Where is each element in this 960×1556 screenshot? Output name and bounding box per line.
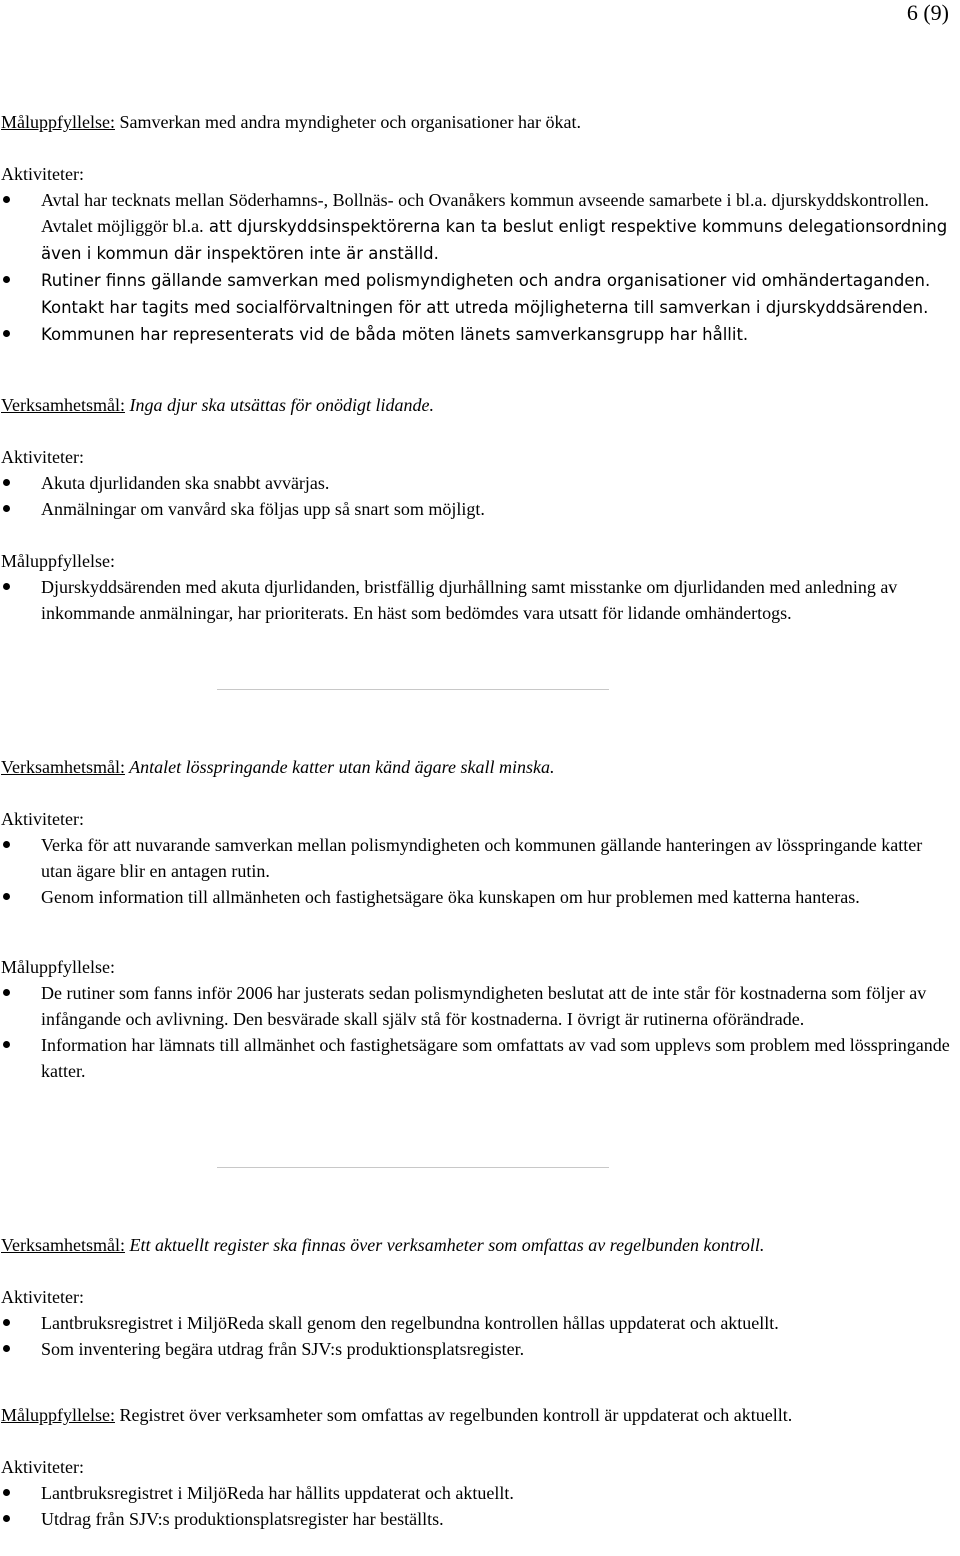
section-register-fulfillment: [1, 1402, 951, 1532]
list-item: [1, 321, 951, 348]
activities-label: Aktiviteter:: [1, 809, 84, 829]
heading-text: Registret över verksamheter som omfattas av regelbunden kontroll är uppdaterat och aktuellt.: [114, 1405, 793, 1425]
list-item: Lantbruksregistret i MiljöReda skall genom den regelbundna kontrollen hållas uppdaterat och aktuellt.: [1, 1310, 951, 1336]
page-number: 6 (9): [906, 0, 949, 25]
activities-list: [1, 1480, 951, 1532]
item-text: Avtal har tecknats mellan Söderhamns-, Bollnäs- och Ovanåkers kommun avseende samarbete i bl.a. djurskyddskontrollen. Avtalet möjliggör bl.a.: [41, 190, 929, 236]
list-item: [1, 267, 951, 321]
item-text: Kommunen har representerats vid de båda möten länets samverkansgrupp har hållit.: [41, 325, 749, 344]
section-heading: [1, 1232, 951, 1258]
list-item: [1, 187, 951, 267]
list-item: Akuta djurlidanden ska snabbt avvärjas.: [1, 470, 951, 496]
heading-lead: Måluppfyllelse:: [1, 1405, 115, 1425]
activities-label: Aktiviteter:: [1, 1457, 84, 1477]
item-text: Kontakt har tagits med socialförvaltningen för att utreda möjligheterna till samverkan i djurskyddsärenden.: [41, 298, 929, 317]
heading-lead: Verksamhetsmål:: [1, 757, 125, 777]
activities-list: [1, 832, 951, 910]
list-item: Anmälningar om vanvård ska följas upp så snart som möjligt.: [1, 496, 951, 522]
section-heading: [1, 754, 951, 780]
section-djurlidande: [1, 392, 951, 626]
list-item: De rutiner som fanns inför 2006 har justerats sedan polismyndigheten beslutat att de inte står för kostnaderna som följer av infångande och avlivning. Den besvärade skall själv stå för kostnaderna. I övrigt är rutinerna oförändrade.: [1, 980, 951, 1032]
fulfillment-label: Måluppfyllelse:: [1, 551, 115, 571]
heading-text: Inga djur ska utsättas för onödigt lidande.: [124, 395, 434, 415]
activities-label: Aktiviteter:: [1, 447, 84, 467]
list-item: Djurskyddsärenden med akuta djurlidanden, bristfällig djurhållning samt misstanke om djurlidanden med anledning av inkommande anmälningar, har prioriterats. En häst som bedömdes vara utsatt för lidande omhändertogs.: [1, 574, 951, 626]
section-register: [1, 1232, 951, 1362]
heading-text: Ett aktuellt register ska finnas över verksamheter som omfattas av regelbunden kontroll.: [124, 1235, 765, 1255]
section-samverkan: [1, 109, 951, 348]
section-katter: [1, 754, 951, 1084]
heading-text: Antalet lösspringande katter utan känd ägare skall minska.: [124, 757, 555, 777]
activities-list: [1, 1310, 951, 1362]
fulfillment-label: Måluppfyllelse:: [1, 957, 115, 977]
list-item: Utdrag från SJV:s produktionsplatsregister har beställts.: [1, 1506, 951, 1532]
list-item: Genom information till allmänheten och fastighetsägare öka kunskapen om hur problemen med katterna hanteras.: [1, 884, 951, 910]
section-heading: [1, 109, 951, 135]
activities-label: Aktiviteter:: [1, 1287, 84, 1307]
section-heading: [1, 1402, 951, 1428]
activities-label: Aktiviteter:: [1, 164, 84, 184]
divider: [217, 1167, 609, 1168]
divider: [217, 689, 609, 690]
list-item: Lantbruksregistret i MiljöReda har hållits uppdaterat och aktuellt.: [1, 1480, 951, 1506]
item-text: Rutiner finns gällande samverkan med polismyndigheten och andra organisationer vid omhändertaganden.: [41, 271, 931, 290]
heading-text: Samverkan med andra myndigheter och organisationer har ökat.: [114, 112, 581, 132]
fulfillment-list: [1, 574, 951, 626]
list-item: Information har lämnats till allmänhet och fastighetsägare som omfattats av vad som upplevs som problem med lösspringande katter.: [1, 1032, 951, 1084]
section-heading: [1, 392, 951, 418]
heading-lead: Verksamhetsmål:: [1, 1235, 125, 1255]
fulfillment-list: [1, 980, 951, 1084]
heading-lead: Verksamhetsmål:: [1, 395, 125, 415]
heading-lead: Måluppfyllelse:: [1, 112, 115, 132]
list-item: Verka för att nuvarande samverkan mellan polismyndigheten och kommunen gällande hanteringen av lösspringande katter utan ägare blir en antagen rutin.: [1, 832, 951, 884]
activities-list: [1, 187, 951, 348]
item-text: att djurskyddsinspektörerna kan ta beslut enligt respektive kommuns delegationsordning även i kommun där inspektören inte är anställd.: [41, 217, 948, 263]
activities-list: [1, 470, 951, 522]
list-item: Som inventering begära utdrag från SJV:s produktionsplatsregister.: [1, 1336, 951, 1362]
